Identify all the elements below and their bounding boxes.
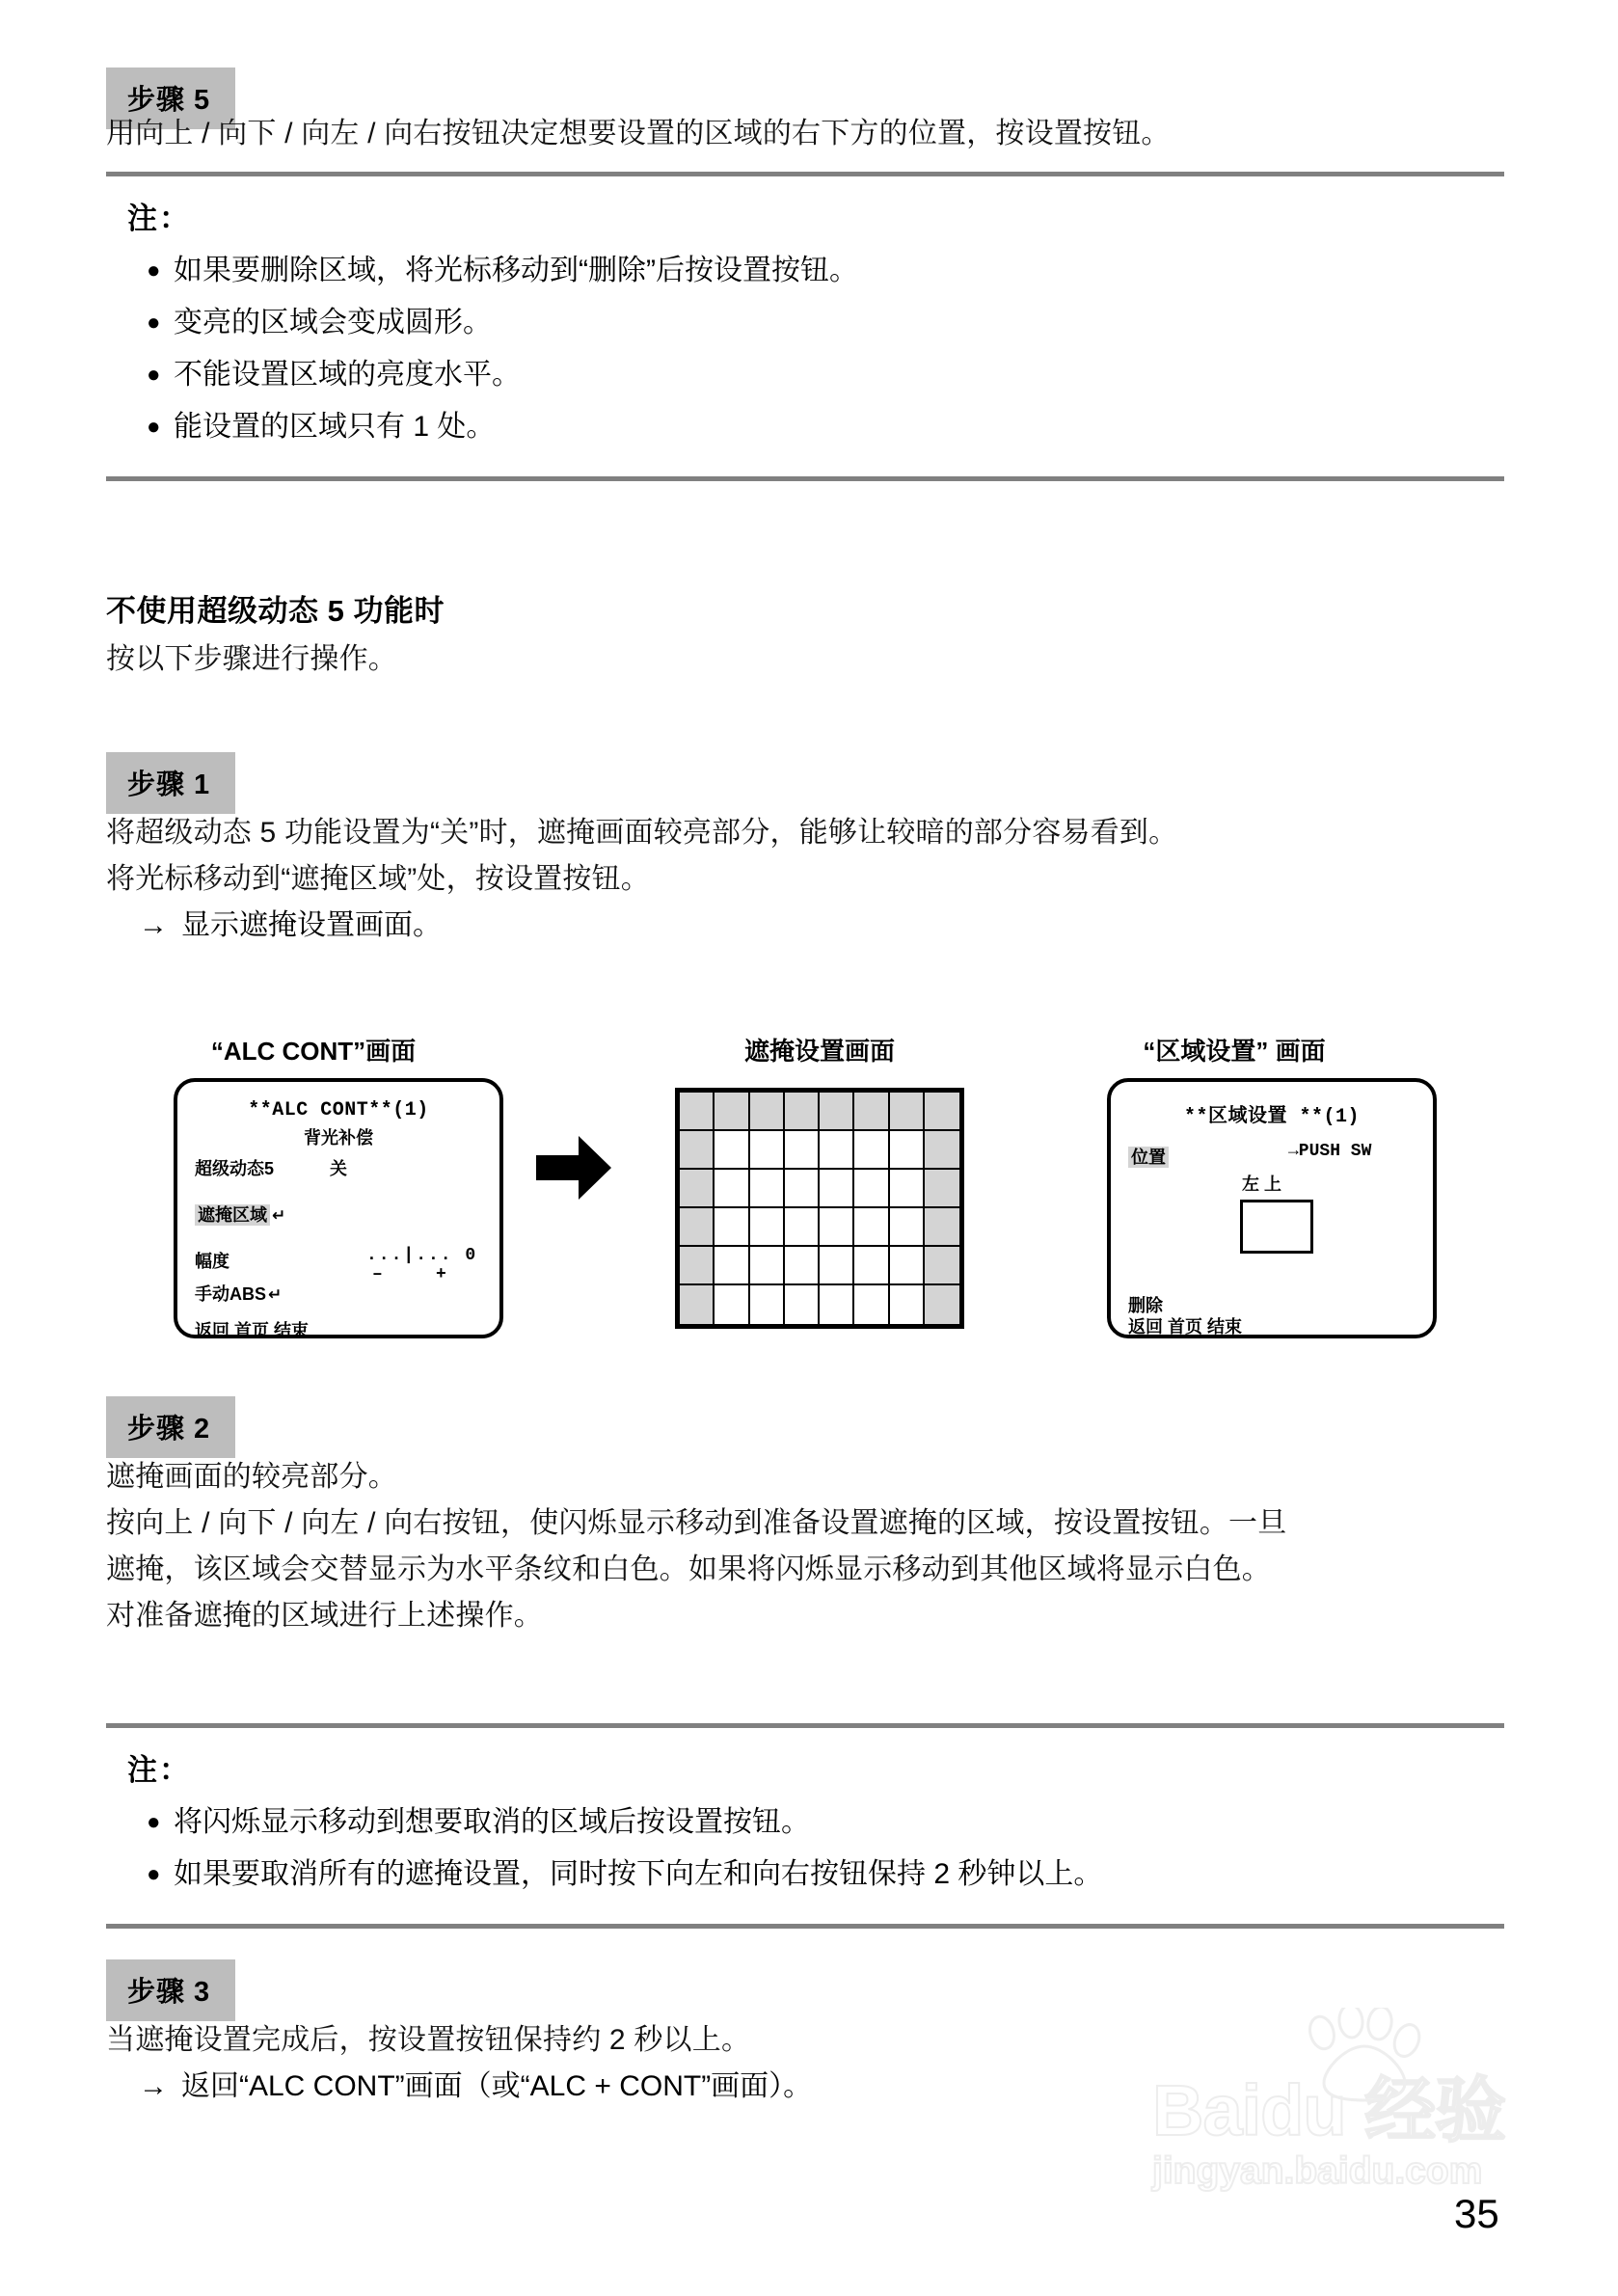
note2-item-1 bbox=[106, 1798, 1504, 1847]
mask-cell-r5-c2[interactable] bbox=[715, 1247, 749, 1285]
osd-alc-slider-plus: + bbox=[436, 1265, 446, 1284]
mask-cell-r3-c7[interactable] bbox=[890, 1170, 925, 1208]
step1-chip: 步骤 1 bbox=[106, 752, 235, 814]
mask-cell-r4-c3[interactable] bbox=[750, 1208, 785, 1247]
note1-item-4 bbox=[106, 403, 1504, 451]
mask-cell-r2-c4[interactable] bbox=[785, 1131, 820, 1170]
note1-item-4-text: 能设置的区域只有 1 处。 bbox=[174, 411, 496, 443]
osd-alc-row-level-label: 幅度 bbox=[195, 1252, 229, 1271]
diagram-caption-area-setup: “区域设置” 画面 bbox=[1143, 1037, 1326, 1066]
return-arrow-icon: ↵ bbox=[272, 1206, 286, 1226]
mask-cell-r1-c3[interactable] bbox=[750, 1093, 785, 1131]
step1-chip-wrap bbox=[106, 752, 235, 814]
note1-item-3 bbox=[106, 351, 1504, 399]
mask-cell-r6-c6[interactable] bbox=[854, 1285, 889, 1324]
osd-alc-title: **ALC CONT**(1) bbox=[248, 1099, 429, 1121]
mask-cell-r1-c6[interactable] bbox=[854, 1093, 889, 1131]
osd-alc-row-manual-abs bbox=[195, 1281, 282, 1306]
mask-cell-r1-c5[interactable] bbox=[820, 1093, 854, 1131]
step5-chip: 步骤 5 bbox=[106, 68, 235, 129]
note1-item-3-text: 不能设置区域的亮度水平。 bbox=[174, 359, 521, 391]
osd-area-position-row bbox=[1128, 1144, 1169, 1169]
flow-arrow-icon bbox=[536, 1136, 611, 1200]
osd-alc-slider-minus: – bbox=[372, 1265, 383, 1284]
osd-screen-area-setup bbox=[1107, 1078, 1437, 1338]
diagram-caption-mask-setup: 遮掩设置画面 bbox=[743, 1037, 895, 1066]
mask-cell-r3-c8[interactable] bbox=[925, 1170, 959, 1208]
mask-cell-r5-c4[interactable] bbox=[785, 1247, 820, 1285]
note2-item-2-text: 如果要取消所有的遮掩设置，同时按下向左和向右按钮保持 2 秒钟以上。 bbox=[174, 1858, 1103, 1890]
mask-cell-r4-c6[interactable] bbox=[854, 1208, 889, 1247]
diagram-row bbox=[0, 993, 1618, 1340]
mask-cell-r2-c2[interactable] bbox=[715, 1131, 749, 1170]
note1-title: 注： bbox=[127, 202, 191, 235]
note2-list bbox=[106, 1798, 1504, 1899]
osd-alc-row-mask-label: 遮掩区域 bbox=[195, 1204, 270, 1226]
mask-cell-r2-c3[interactable] bbox=[750, 1131, 785, 1170]
diagram-caption-alc-cont: “ALC CONT”画面 bbox=[210, 1037, 417, 1066]
mask-cell-r5-c8[interactable] bbox=[925, 1247, 959, 1285]
step2-line-2: 按向上 / 向下 / 向左 / 向右按钮，使闪烁显示移动到准备设置遮掩的区域，按设置按钮。一旦 bbox=[106, 1507, 1287, 1539]
mask-cell-r5-c6[interactable] bbox=[854, 1247, 889, 1285]
bullet-icon: ● bbox=[147, 362, 161, 388]
mask-cell-r4-c5[interactable] bbox=[820, 1208, 854, 1247]
mask-cell-r5-c1[interactable] bbox=[680, 1247, 715, 1285]
mask-cell-r3-c2[interactable] bbox=[715, 1170, 749, 1208]
mask-cell-r4-c4[interactable] bbox=[785, 1208, 820, 1247]
osd-alc-footer: 返回 首页 结束 bbox=[195, 1321, 310, 1340]
osd-area-position-label: 位置 bbox=[1128, 1147, 1169, 1168]
baidu-paw-icon bbox=[1287, 2008, 1432, 2104]
osd-area-preview-box bbox=[1240, 1200, 1313, 1254]
right-arrow-icon: → bbox=[139, 909, 168, 941]
mask-cell-r4-c7[interactable] bbox=[890, 1208, 925, 1247]
bullet-icon: ● bbox=[147, 257, 161, 284]
mask-cell-r2-c6[interactable] bbox=[854, 1131, 889, 1170]
step1-result-text: 显示遮掩设置画面。 bbox=[181, 909, 442, 941]
watermark-brand: Baidu 经验 bbox=[1152, 2070, 1506, 2150]
step1-line-2: 将光标移动到“遮掩区域”处，按设置按钮。 bbox=[106, 863, 650, 895]
mask-cell-r3-c6[interactable] bbox=[854, 1170, 889, 1208]
step3-result-text: 返回“ALC CONT”画面（或“ALC + CONT”画面）。 bbox=[181, 2070, 813, 2102]
mask-cell-r6-c4[interactable] bbox=[785, 1285, 820, 1324]
step2-chip: 步骤 2 bbox=[106, 1396, 235, 1458]
step3-chip: 步骤 3 bbox=[106, 1959, 235, 2021]
osd-area-push-sw: →PUSH SW bbox=[1288, 1142, 1372, 1161]
mask-cell-r2-c7[interactable] bbox=[890, 1131, 925, 1170]
note1-list bbox=[106, 247, 1504, 451]
note1-item-2-text: 变亮的区域会变成圆形。 bbox=[174, 307, 492, 338]
bullet-icon: ● bbox=[147, 1861, 161, 1887]
mask-cell-r2-c5[interactable] bbox=[820, 1131, 854, 1170]
return-arrow-icon: ↵ bbox=[268, 1285, 283, 1305]
step3-result-line bbox=[106, 2064, 812, 2110]
watermark bbox=[1152, 2054, 1505, 2193]
mask-cell-r2-c8[interactable] bbox=[925, 1131, 959, 1170]
osd-alc-row-manual-label: 手动ABS bbox=[195, 1284, 267, 1304]
note2-title: 注： bbox=[127, 1753, 191, 1787]
mask-cell-r1-c8[interactable] bbox=[925, 1093, 959, 1131]
osd-alc-subtitle: 背光补偿 bbox=[304, 1128, 373, 1148]
mask-cell-r5-c7[interactable] bbox=[890, 1247, 925, 1285]
osd-area-footer: 返回 首页 结束 bbox=[1128, 1317, 1243, 1337]
note-block-1 bbox=[106, 172, 1504, 481]
section-text: 按以下步骤进行操作。 bbox=[106, 643, 397, 675]
mask-cell-r4-c8[interactable] bbox=[925, 1208, 959, 1247]
mask-cell-r5-c5[interactable] bbox=[820, 1247, 854, 1285]
mask-cell-r1-c2[interactable] bbox=[715, 1093, 749, 1131]
mask-cell-r6-c8[interactable] bbox=[925, 1285, 959, 1324]
osd-alc-row-mask-area bbox=[195, 1202, 285, 1227]
step1-line-1: 将超级动态 5 功能设置为“关”时，遮掩画面较亮部分，能够让较暗的部分容易看到。 bbox=[106, 817, 1178, 849]
step2-chip-wrap bbox=[106, 1396, 235, 1458]
step3-chip-wrap bbox=[106, 1959, 235, 2021]
mask-cell-r6-c7[interactable] bbox=[890, 1285, 925, 1324]
step2-line-1: 遮掩画面的较亮部分。 bbox=[106, 1461, 397, 1493]
osd-area-title: **区域设置 **(1) bbox=[1183, 1106, 1360, 1128]
note1-item-1-text: 如果要删除区域，将光标移动到“删除”后按设置按钮。 bbox=[174, 255, 858, 286]
note-block-2 bbox=[106, 1723, 1504, 1929]
mask-cell-r3-c3[interactable] bbox=[750, 1170, 785, 1208]
right-arrow-icon: → bbox=[139, 2070, 168, 2102]
mask-cell-r6-c5[interactable] bbox=[820, 1285, 854, 1324]
step3-line-1: 当遮掩设置完成后，按设置按钮保持约 2 秒以上。 bbox=[106, 2024, 751, 2056]
osd-alc-row-sd5-label: 超级动态5 bbox=[195, 1159, 275, 1178]
step1-result-line bbox=[106, 903, 442, 949]
mask-cell-r6-c1[interactable] bbox=[680, 1285, 715, 1324]
mask-cell-r5-c3[interactable] bbox=[750, 1247, 785, 1285]
note2-item-2 bbox=[106, 1850, 1504, 1899]
mask-setup-grid[interactable] bbox=[675, 1088, 964, 1329]
osd-area-delete-label: 删除 bbox=[1128, 1296, 1163, 1315]
note1-item-1 bbox=[106, 247, 1504, 295]
osd-alc-row-sd5-value: 关 bbox=[330, 1159, 347, 1178]
mask-cell-r1-c1[interactable] bbox=[680, 1093, 715, 1131]
bullet-icon: ● bbox=[147, 414, 161, 440]
mask-cell-r6-c3[interactable] bbox=[750, 1285, 785, 1324]
mask-cell-r3-c4[interactable] bbox=[785, 1170, 820, 1208]
mask-cell-r6-c2[interactable] bbox=[715, 1285, 749, 1324]
note1-item-2 bbox=[106, 299, 1504, 347]
osd-area-corner-label: 左 上 bbox=[1242, 1175, 1282, 1194]
osd-screen-alc-cont bbox=[174, 1078, 503, 1338]
step5-text: 用向上 / 向下 / 向左 / 向右按钮决定想要设置的区域的右下方的位置，按设置按钮。 bbox=[106, 118, 1171, 149]
mask-cell-r3-c5[interactable] bbox=[820, 1170, 854, 1208]
mask-cell-r4-c1[interactable] bbox=[680, 1208, 715, 1247]
bullet-icon: ● bbox=[147, 310, 161, 336]
step2-line-4: 对准备遮掩的区域进行上述操作。 bbox=[106, 1600, 543, 1632]
bullet-icon: ● bbox=[147, 1809, 161, 1835]
note2-item-1-text: 将闪烁显示移动到想要取消的区域后按设置按钮。 bbox=[174, 1806, 810, 1838]
osd-alc-row-level-value: ...|... 0 bbox=[366, 1246, 478, 1265]
mask-cell-r1-c7[interactable] bbox=[890, 1093, 925, 1131]
mask-cell-r3-c1[interactable] bbox=[680, 1170, 715, 1208]
watermark-url: jingyan.baidu.com bbox=[1152, 2150, 1483, 2192]
mask-cell-r1-c4[interactable] bbox=[785, 1093, 820, 1131]
mask-cell-r4-c2[interactable] bbox=[715, 1208, 749, 1247]
step2-line-3: 遮掩，该区域会交替显示为水平条纹和白色。如果将闪烁显示移动到其他区域将显示白色。 bbox=[106, 1553, 1271, 1585]
section-heading: 不使用超级动态 5 功能时 bbox=[106, 594, 445, 628]
mask-cell-r2-c1[interactable] bbox=[680, 1131, 715, 1170]
page-number: 35 bbox=[1454, 2191, 1499, 2236]
